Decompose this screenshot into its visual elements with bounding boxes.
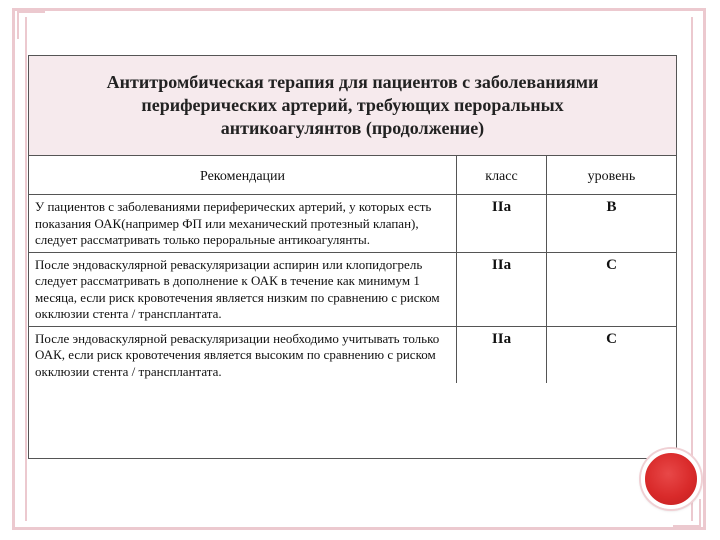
header-class: класс	[457, 156, 547, 195]
page-title: Антитромбическая терапия для пациентов с заболеваниями периферических артерий, требующих пероральных антикоагулянтов (продолжение)	[106, 72, 599, 138]
recommendation-text: У пациентов с заболеваниями периферических артерий, у которых есть показания ОАК(например ФП или механический протезный клапан), следует рассматривать только пероральные антикоагулянты.	[29, 195, 457, 253]
table-header-row	[29, 156, 676, 195]
header-level: уровень	[546, 156, 676, 195]
table-row	[29, 252, 676, 326]
table-row	[29, 326, 676, 383]
recommendation-class: IIa	[457, 195, 547, 253]
table-row	[29, 195, 676, 253]
recommendation-level: C	[546, 252, 676, 326]
slide-content	[28, 55, 677, 459]
header-recommendations: Рекомендации	[29, 156, 457, 195]
recommendation-text: После эндоваскулярной реваскуляризации необходимо учитывать только ОАК, если риск кровотечения является высоким по сравнению с риском окклюзии стента / трансплантата.	[29, 326, 457, 383]
recommendations-table	[29, 156, 676, 383]
title-box	[29, 56, 676, 156]
recommendation-class: IIa	[457, 326, 547, 383]
recommendation-class: IIa	[457, 252, 547, 326]
recommendation-level: C	[546, 326, 676, 383]
decorative-circle	[641, 449, 701, 509]
recommendation-text: После эндоваскулярной реваскуляризации аспирин или клопидогрель следует рассматривать в дополнение к ОАК в течение как минимум 1 месяца, если риск кровотечения является низким по сравнению с риском окклюзии стента / трансплантата.	[29, 252, 457, 326]
recommendation-level: B	[546, 195, 676, 253]
